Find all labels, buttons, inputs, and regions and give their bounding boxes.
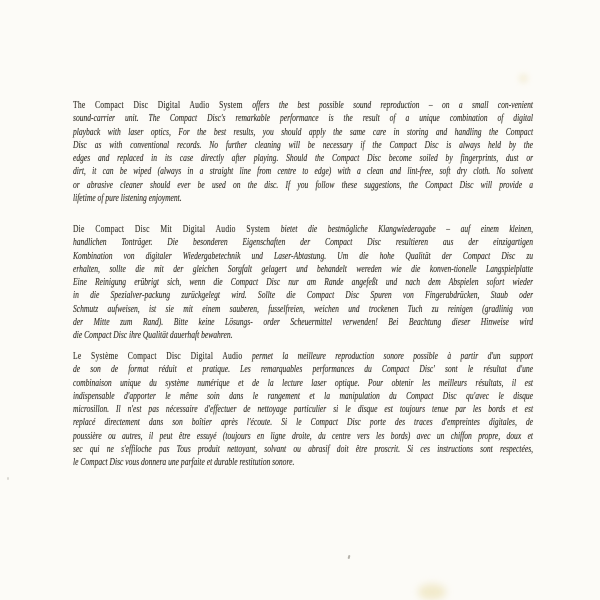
text-line: [73, 350, 533, 363]
paragraph-english: [73, 99, 533, 205]
paragraph-german: [73, 223, 533, 343]
scan-smudge: [519, 74, 528, 83]
text-line: in die Spezialver-packung zurückgelegt wird. Sollte die Compact Disc Spuren von Fingerabdrücken, Staub oder: [73, 290, 534, 302]
text-line: microsillon. Il n'est pas nécessaire d'effectuer de nettoyage particulier si le disque est toujours tenue par les bords et est: [73, 404, 534, 416]
text-line: de son de format réduit et pratique. Les remarquables performances du Compact Disc' sont le résultat d'une: [73, 364, 534, 376]
french-first-line-rest: permet la meilleure reproduction sonore possible à partir d'un support: [251, 351, 534, 362]
scan-speck: [7, 477, 9, 480]
text-line: dirt, it can be wiped (always in a straight line from centre to edge) with a clean and lint-free, soft dry cloth. No solvent: [73, 166, 534, 178]
scan-smudge: [418, 584, 446, 600]
text-line: playback with laser optics, For the best results, you should apply the same care in storing and handling the Compact: [73, 126, 534, 138]
text-line: die Compact Disc ihre Qualität dauerhaft bewahren.: [73, 330, 233, 342]
text-line: [73, 99, 533, 112]
text-line: [73, 223, 533, 236]
text-line: edges and replaced in its case directly after playing. Should the Compact Disc become soiled by fingerprints, dust or: [73, 153, 534, 165]
text-line: sec qui ne s'effiloche pas Tous produit nettoyant, solvant ou abrasif doit être proscrit. Si ces instructions sont respectées,: [73, 444, 534, 456]
text-line: le Compact Disc vous donnera une parfaite et durable restitution sonore.: [73, 457, 295, 469]
text-line: or abrasive cleaner should ever be used on the disc. If you follow these suggestions, the Compact Disc will provide a: [73, 179, 534, 191]
text-line: Disc as with conventional records. No further cleaning will be necessary if the Compact Disc is always held by the: [73, 139, 534, 151]
text-line: Eine Reinigung erübrigt sich, wenn die Compact Disc nur am Rande angefeßt und nach dem Abspielen sofort wieder: [73, 277, 534, 289]
english-first-line-rest: offers the best possible sound reproduction – on a small con-venient: [252, 100, 534, 111]
text-line: indispensable d'apporter le même soin dans le rangement et la manipulation du Compact Disc qu'avec le disque: [73, 390, 534, 402]
text-line: der Mitte zum Rand). Bitte keine Lösungs- order Scheuermittel verwenden! Bei Beachtung dieser Hinweise wird: [73, 317, 534, 329]
german-heading: Die Compact Disc Mit Digital Audio System: [73, 224, 281, 235]
paragraph-french: [73, 350, 533, 470]
text-line: combinaison unique du système numérique et de la lecture laser optique. Pour obtenir les meilleurs résultats, il est: [73, 377, 534, 389]
text-line: lifetime of pure listening enjoyment.: [73, 193, 182, 205]
text-line: Schmutz aufweisen, ist sie mit einem sauberen, fusselfreien, weichen und trockenen Tuch zu reinigen (gradlinig von: [73, 303, 534, 315]
text-line: poussière ou autres, il peut être essuyé (toujours en ligne droite, du centre vers les bords) avec un chiffon propre, doux et: [73, 430, 534, 442]
french-heading: Le Système Compact Disc Digital Audio: [73, 351, 252, 362]
text-line: sound-carrier unit. The Compact Disc's remarkable performance is the result of a unique combination of digital: [73, 113, 534, 125]
english-heading: The Compact Disc Digital Audio System: [73, 100, 253, 111]
text-line: Kombination von digitaler Wiedergabetechnik und Laser-Abtastung. Um die hohe Qualität der Compact Disc zu: [73, 250, 534, 262]
text-line: erhalten, sollte die mit der gleichen Sorgfalt gelagert und behandelt wereden wie die konven-tionelle Langspielplatte: [73, 263, 534, 275]
text-line: handlichen Tonträger. Die besonderen Eigenschaften der Compact Disc resultieren aus der einzigartigen: [73, 237, 534, 249]
german-first-line-rest: bietet die bestmögliche Klangwiederagabe – auf einem kleinen,: [280, 224, 534, 235]
scan-speck: [348, 555, 351, 559]
text-line: replacé directement dans son boîtier après l'écoute. Si le Compact Disc porte des traces d'empreintes digitales, de: [73, 417, 534, 429]
